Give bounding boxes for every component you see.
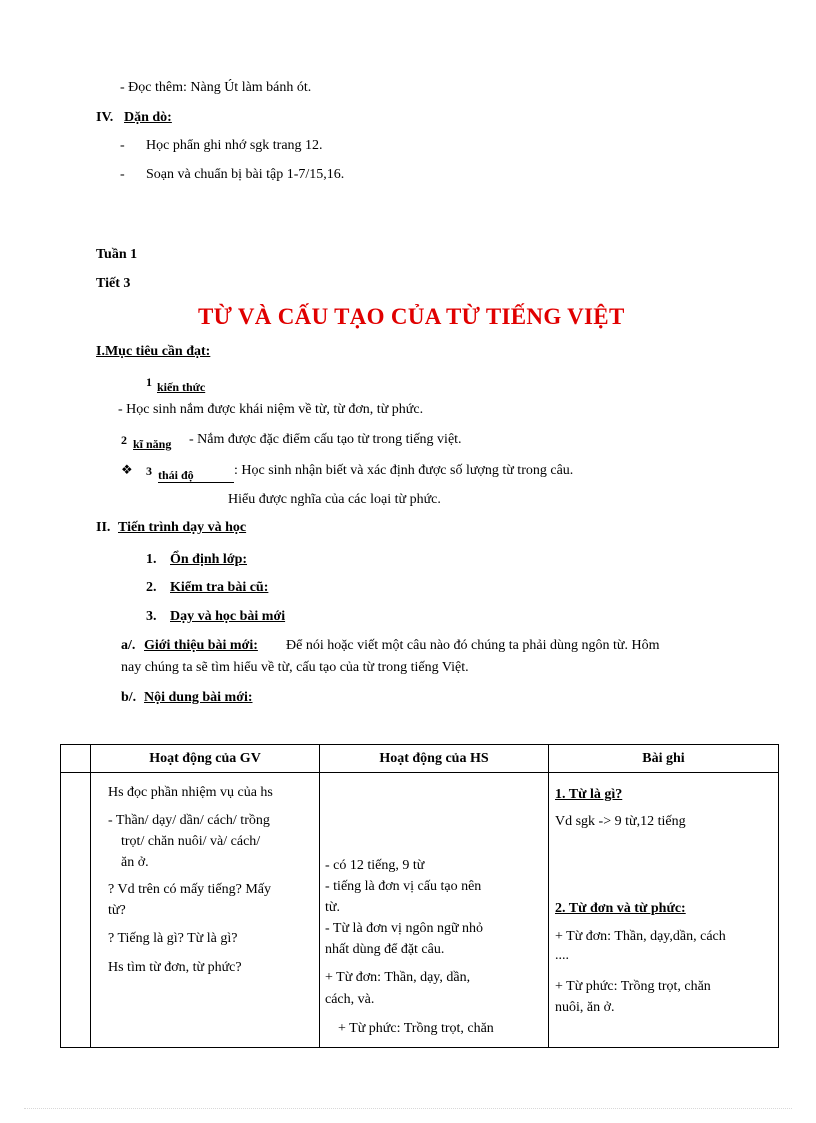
table-cell-blank — [61, 773, 91, 1048]
note-heading-2: 2. Từ đơn và từ phức: — [555, 901, 686, 916]
step-2-number: 2. — [146, 580, 157, 595]
hs-activity-cell — [320, 773, 549, 1048]
step-1-number: 1. — [146, 552, 157, 567]
lesson-table — [60, 744, 779, 1048]
note-line-5: nuôi, ăn ở. — [555, 1000, 615, 1015]
knowledge-text: - Học sinh nắm được khái niệm về từ, từ đơn, từ phức. — [118, 402, 424, 417]
week-label: Tuần 1 — [96, 247, 138, 262]
reading-line: - Đọc thêm: Nàng Út làm bánh ót. — [120, 80, 312, 95]
note-heading-1: 1. Từ là gì? — [555, 787, 623, 802]
section4-number: IV. — [96, 110, 114, 125]
note-line-3: .... — [555, 948, 569, 963]
table-header-gv: Hoạt động của GV — [91, 745, 320, 773]
step-3-label: Dạy và học bài mới — [170, 609, 286, 624]
intro-prefix: a/. — [121, 638, 136, 653]
step-1-label: Ổn định lớp: — [170, 552, 248, 567]
gv-line-5: ? Vd trên có mấy tiếng? Mấy — [108, 882, 272, 897]
knowledge-number: 1 — [146, 375, 152, 389]
intro-text-2: nay chúng ta sẽ tìm hiểu về từ, cấu tạo của từ trong tiếng Việt. — [121, 660, 469, 675]
table-header-blank — [61, 745, 91, 773]
table-row — [61, 773, 779, 1048]
hs-line-1: - có 12 tiếng, 9 từ — [325, 858, 425, 873]
note-line-1: Vd sgk -> 9 từ,12 tiếng — [555, 814, 686, 829]
gv-line-4: ăn ở. — [121, 855, 149, 870]
homework-item-1: Học phẩn ghi nhớ sgk trang 12. — [146, 138, 323, 153]
table-header-row — [61, 745, 779, 773]
gv-line-8: Hs tìm từ đơn, từ phức? — [108, 960, 242, 975]
page-bottom-divider — [24, 1108, 792, 1109]
intro-text-1: Để nói hoặc viết một câu nào đó chúng ta phải dùng ngôn từ. Hôm — [286, 638, 660, 653]
skill-number: 2 — [121, 433, 127, 447]
homework-item-2: Soạn và chuẩn bị bài tập 1-7/15,16. — [146, 167, 345, 182]
gv-line-3: trọt/ chăn nuôi/ và/ cách/ — [121, 834, 261, 849]
table-header-hs: Hoạt động của HS — [320, 745, 549, 773]
hs-line-6: + Từ đơn: Thần, dạy, dần, — [325, 970, 471, 985]
skill-text: - Nắm được đặc điểm cấu tạo từ trong tiếng việt. — [189, 432, 462, 447]
gv-line-7: ? Tiếng là gì? Từ là gì? — [108, 931, 238, 946]
gv-activity-cell — [91, 773, 320, 1048]
hw-dash-1: - — [120, 138, 125, 153]
step-3-number: 3. — [146, 609, 157, 624]
step-2-label: Kiểm tra bài cũ: — [170, 580, 269, 595]
period-label: Tiết 3 — [96, 276, 131, 291]
hs-line-8: + Từ phức: Trồng trọt, chăn — [338, 1021, 494, 1036]
hs-line-7: cách, và. — [325, 992, 375, 1007]
attitude-text-2: Hiểu được nghĩa của các loại từ phức. — [228, 492, 441, 507]
attitude-number: 3 — [146, 464, 152, 478]
hs-line-5: nhất dùng để đặt câu. — [325, 942, 445, 957]
hw-dash-2: - — [120, 167, 125, 182]
attitude-text-1: : Học sinh nhận biết và xác định được số lượng từ trong câu. — [234, 463, 574, 478]
knowledge-label: kiến thức — [157, 380, 206, 394]
table-header-notes: Bài ghi — [549, 745, 779, 773]
content-label: Nội dung bài mới: — [144, 690, 253, 705]
hs-line-2: - tiếng là đơn vị cấu tạo nên — [325, 879, 482, 894]
section4-title: Dặn dò: — [124, 110, 172, 125]
skill-label: kĩ năng — [133, 437, 172, 451]
content-prefix: b/. — [121, 690, 137, 705]
hs-line-4: - Từ là đơn vị ngôn ngữ nhỏ — [325, 921, 484, 936]
intro-label: Giới thiệu bài mới: — [144, 638, 258, 653]
diamond-bullet-icon: ❖ — [121, 462, 133, 477]
objectives-heading: I.Mục tiêu cần đạt: — [96, 344, 211, 359]
note-line-4: + Từ phức: Trồng trọt, chăn — [555, 979, 711, 994]
lesson-title: TỪ VÀ CẤU TẠO CỦA TỪ TIẾNG VIỆT — [198, 304, 625, 329]
process-number: II. — [96, 520, 111, 535]
notes-cell — [549, 773, 779, 1048]
attitude-label: thái độ — [158, 468, 234, 483]
gv-line-2: - Thần/ dạy/ dần/ cách/ trồng — [108, 813, 270, 828]
gv-line-1: Hs đọc phần nhiệm vụ của hs — [108, 785, 273, 800]
note-line-2: + Từ đơn: Thần, dạy,dần, cách — [555, 929, 726, 944]
gv-line-6: từ? — [108, 903, 126, 918]
hs-line-3: từ. — [325, 900, 340, 915]
process-heading: Tiến trình dạy và học — [118, 520, 247, 535]
